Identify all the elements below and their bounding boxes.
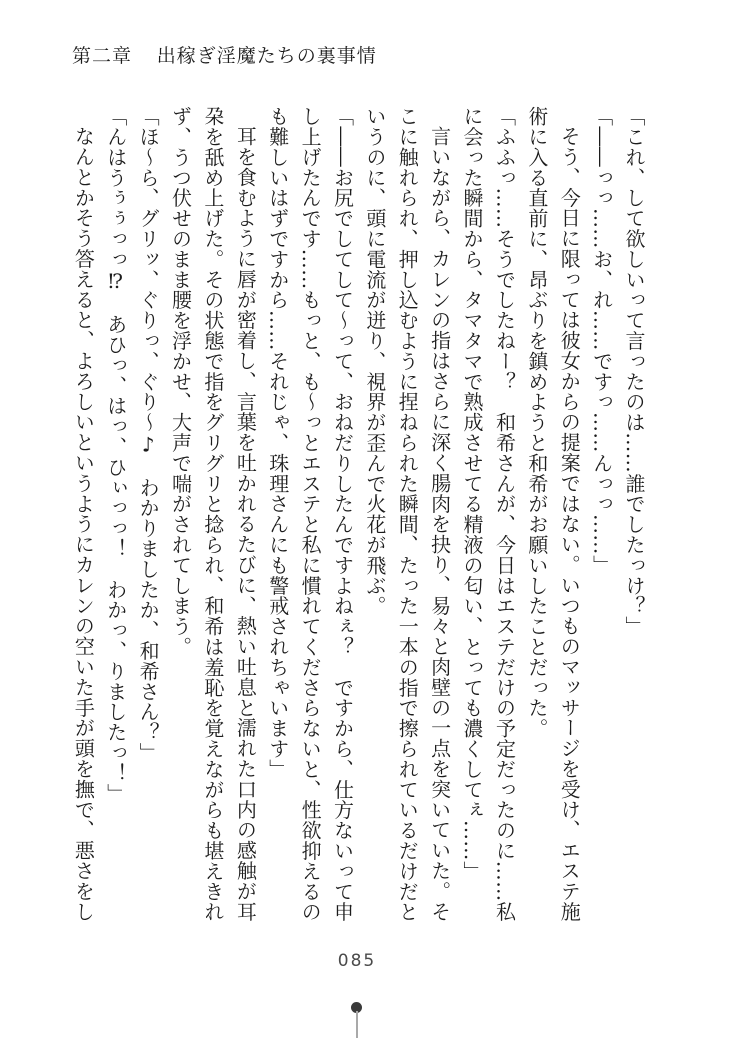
page-number: 085 <box>337 951 377 971</box>
paragraph: 「ほ〜ら、グリッ、ぐりっ、ぐり〜♪ わかりましたか、和希さん？」 <box>136 106 161 763</box>
page-footer <box>0 951 736 971</box>
chapter-number: 第二章 <box>72 45 133 67</box>
page-marker-line <box>356 1011 358 1038</box>
paragraph: 耳を食むように唇が密着し、言葉を吐かれるたびに、熱い吐息と濡れた口内の感触が耳朶を舐め上げた。その状態で指をグリグリと捻られ、和希は羞恥を覚えながらも堪えきれず、うつ伏せのまま腰を浮かせ、大声で喘がされてしまう。 <box>168 106 258 922</box>
paragraph: 言いながら、カレンの指はさらに深く腸肉を抉り、易々と肉壁の一点を突いていた。そこに触れられ、押し込むように捏ねられた瞬間、たった一本の指で擦られているだけだというのに、頭に電流が迸り、視界が歪んで火花が飛ぶ。 <box>362 106 452 922</box>
paragraph: 「――っっ……お、れ……ですっ……んっっ……」 <box>589 106 614 576</box>
chapter-title: 出稼ぎ淫魔たちの裏事情 <box>156 45 377 67</box>
paragraph: 「これ、して欲しいって言ったのは……誰でしたっけ？」 <box>622 106 646 637</box>
paragraph: 「んはうぅぅっっ⁉ あひっ、はっ、ひぃっっ！ わかっ、りましたっ！」 <box>103 106 128 804</box>
paragraph: 「――お尻でしてして〜って、おねだりしたんですよねぇ？ ですから、仕方ないって申し上げたんです……もっと、も〜っとエステと私に慣れてくださらないと、性欲抑えるのも難しいはずですから……それじゃ、珠理さんにも警戒されちゃいます」 <box>265 106 355 922</box>
paragraph: そう、今日に限っては彼女からの提案ではない。いつものマッサージを受け、エステ施術に入る直前に、昂ぶりを鎮めようと和希がお願いしたことだった。 <box>524 106 582 922</box>
paragraph: 「ふふっ……そうでしたねー？ 和希さんが、今日はエステだけの予定だったのに……私に会った瞬間から、タマタマで熟成させてる精液の匂い、とっても濃くしてぇ……」 <box>460 106 517 922</box>
text-block <box>64 106 650 924</box>
chapter-header <box>72 41 377 68</box>
paragraph: なんとかそう答えると、よろしいというようにカレンの空いた手が頭を撫で、悪さをし <box>71 126 96 922</box>
